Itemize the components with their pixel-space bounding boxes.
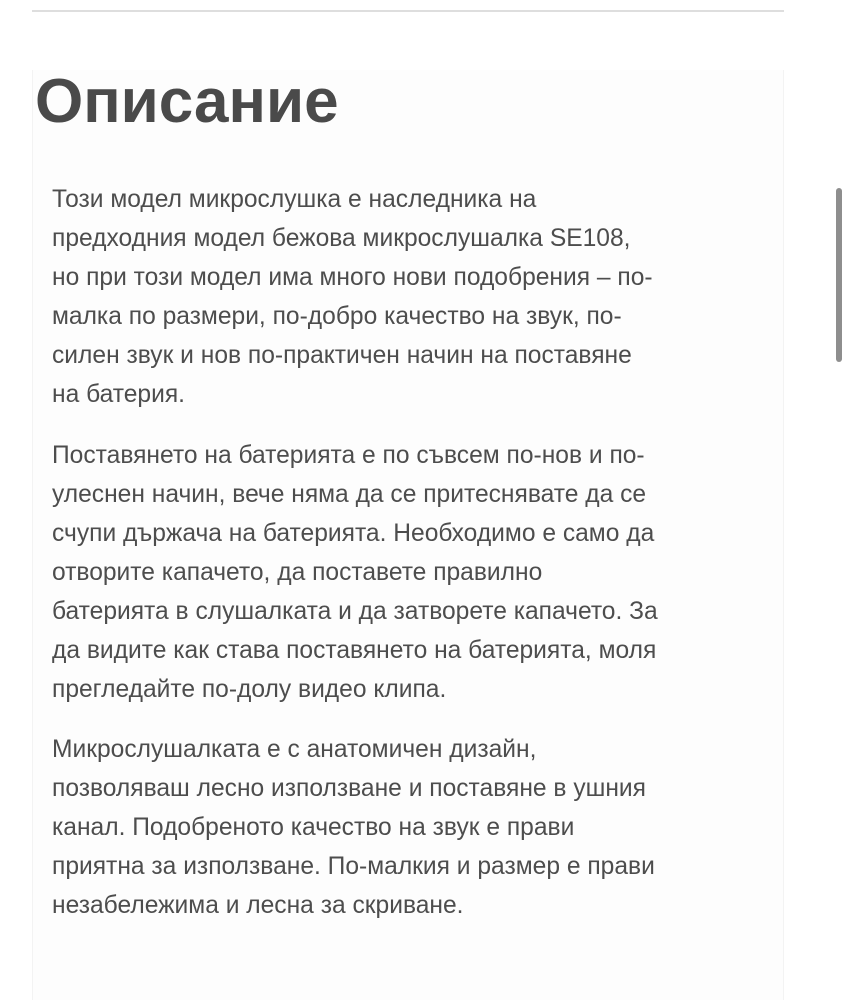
paragraph-line: Поставянето на батерията е по съвсем по-нов и по- xyxy=(52,442,645,469)
scrollbar-thumb[interactable] xyxy=(836,188,842,362)
paragraph-line: силен звук и нов по-практичен начин на поставяне xyxy=(52,342,632,369)
paragraph-line: малка по размери, по-добро качество на звук, по- xyxy=(52,303,622,330)
paragraph-line: на батерия. xyxy=(52,381,185,408)
paragraph-line: батерията в слушалката и да затворете капачето. За xyxy=(52,598,658,625)
paragraph-line: приятна за използване. По-малкия и размер е прави xyxy=(52,853,655,880)
description-paragraph-1 xyxy=(52,180,772,414)
paragraph-line: позволяваш лесно използване и поставяне в ушния xyxy=(52,775,646,802)
paragraph-line: улеснен начин, вече няма да се притеснявате да се xyxy=(52,481,647,508)
description-paragraph-3 xyxy=(52,730,772,925)
paragraph-line: Този модел микрослушка е наследника на xyxy=(52,186,537,213)
paragraph-line: прегледайте по-долу видео клипа. xyxy=(52,676,447,703)
description-panel xyxy=(32,67,784,1000)
paragraph-line: счупи държача на батерията. Необходимо е само да xyxy=(52,520,655,547)
paragraph-line: предходния модел бежова микрослушалка SE108, xyxy=(52,225,631,252)
paragraph-line: но при този модел има много нови подобрения – по- xyxy=(52,264,653,291)
paragraph-line: Микрослушалката е с анатомичен дизайн, xyxy=(52,736,537,763)
paragraph-line: да видите как става поставянето на батерията, моля xyxy=(52,637,657,664)
paragraph-line: незабележима и лесна за скриване. xyxy=(52,892,464,919)
section-title: Описание xyxy=(35,67,339,136)
top-divider xyxy=(32,10,784,12)
description-paragraph-2 xyxy=(52,436,772,709)
paragraph-line: канал. Подобреното качество на звук е прави xyxy=(52,814,575,841)
paragraph-line: отворите капачето, да поставете правилно xyxy=(52,559,543,586)
